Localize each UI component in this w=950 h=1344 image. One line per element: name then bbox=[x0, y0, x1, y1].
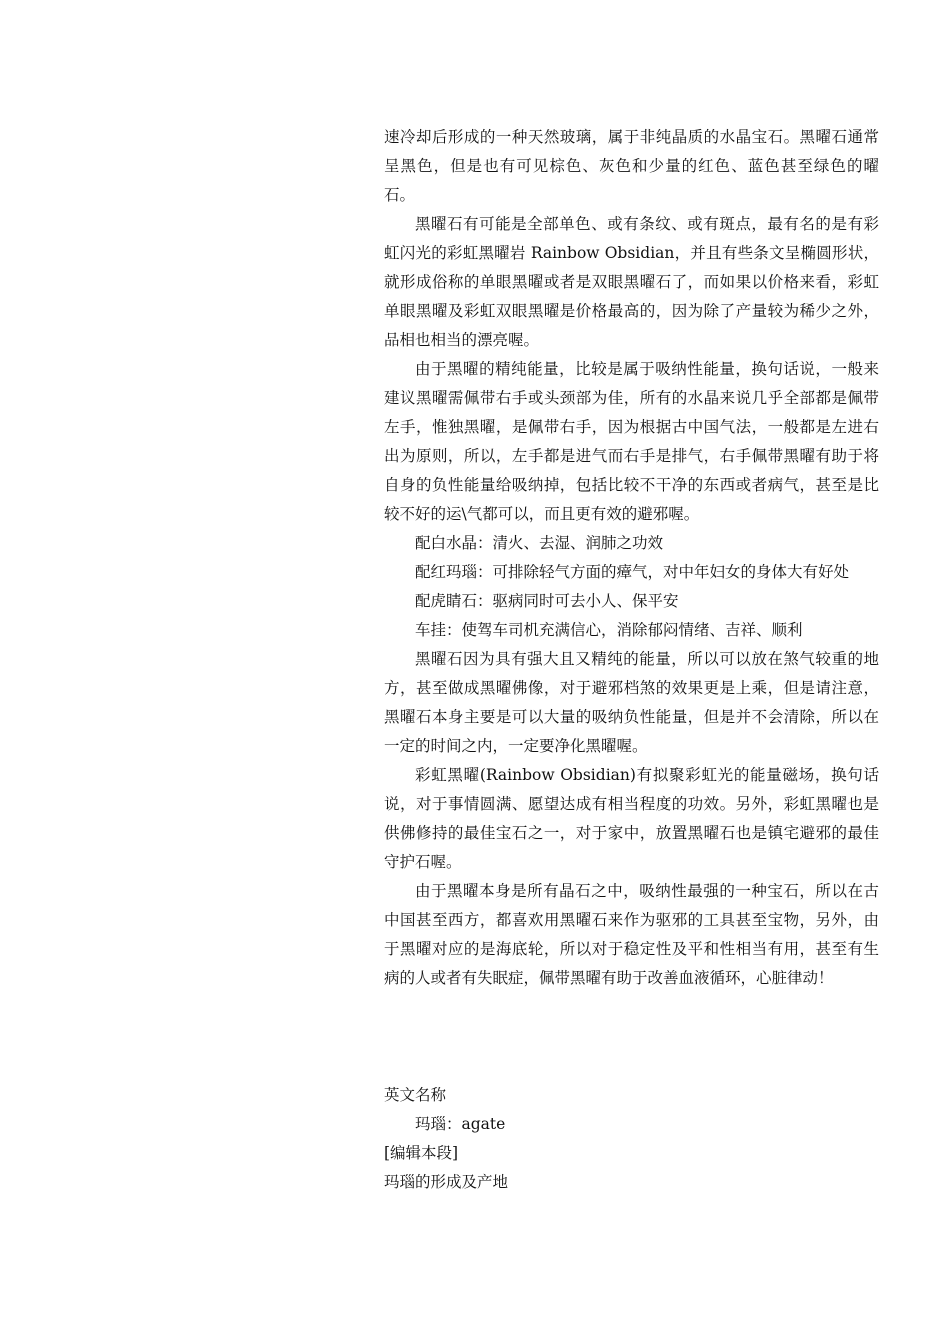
document-page bbox=[384, 123, 879, 1197]
pairing-tiger-eye: 配虎睛石：驱病同时可去小人、保平安 bbox=[415, 592, 679, 610]
section-heading-english-name: 英文名称 bbox=[384, 1086, 447, 1104]
paragraph-obsidian-intro: 速冷却后形成的一种天然玻璃，属于非纯晶质的水晶宝石。黑曜石通常呈黑色，但是也有可见棕色、灰色和少量的红色、蓝色甚至绿色的曜石。 bbox=[384, 128, 879, 204]
section-heading-agate-formation: 玛瑙的形成及产地 bbox=[384, 1173, 509, 1191]
paragraph-obsidian-absorption: 由于黑曜本身是所有晶石之中，吸纳性最强的一种宝石，所以在古中国甚至西方，都喜欢用黑曜石来作为驱邪的工具甚至宝物，另外，由于黑曜对应的是海底轮，所以对于稳定性及平和性相当有用，甚至有生病的人或者有失眠症，佩带黑曜有助于改善血液循环，心脏律动！ bbox=[384, 882, 879, 987]
pairing-white-crystal: 配白水晶：清火、去湿、润肺之功效 bbox=[415, 534, 664, 552]
pairing-car-hanging: 车挂：使驾车司机充满信心，消除郁闷情绪、吉祥、顺利 bbox=[415, 621, 803, 639]
paragraph-obsidian-energy: 由于黑曜的精纯能量，比较是属于吸纳性能量，换句话说，一般来建议黑曜需佩带右手或头颈部为佳，所有的水晶来说几乎全部都是佩带左手，惟独黑曜，是佩带右手，因为根据古中国气法，一般都是左进右出为原则，所以，左手都是进气而右手是排气，右手佩带黑曜有助于将自身的负性能量给吸纳掉，包括比较不干净的东西或者病气，甚至是比较不好的运\气都可以，而且更有效的避邪喔。 bbox=[384, 360, 879, 523]
paragraph-rainbow-obsidian: 彩虹黑曜(Rainbow Obsidian)有拟聚彩虹光的能量磁场，换句话说，对于事情圆满、愿望达成有相当程度的功效。另外，彩虹黑曜也是供佛修持的最佳宝石之一，对于家中，放置黑曜石也是镇宅避邪的最佳守护石喔。 bbox=[384, 766, 879, 871]
edit-section-link[interactable]: [编辑本段] bbox=[384, 1144, 459, 1162]
english-name-agate: 玛瑙：agate bbox=[415, 1115, 506, 1133]
section-gap bbox=[384, 993, 879, 1081]
pairing-red-agate: 配红玛瑙：可排除轻气方面的瘴气，对中年妇女的身体大有好处 bbox=[415, 563, 850, 581]
paragraph-obsidian-types: 黑曜石有可能是全部单色、或有条纹、或有斑点，最有名的是有彩虹闪光的彩虹黑曜岩 Rainbow Obsidian，并且有些条文呈椭圆形状，就形成俗称的单眼黑曜或者是双眼黑曜石了，而如果以价格来看，彩虹单眼黑曜及彩虹双眼黑曜是价格最高的，因为除了产量较为稀少之外，品相也相当的漂亮喔。 bbox=[384, 215, 879, 349]
edit-section-wrapper bbox=[384, 1139, 879, 1168]
paragraph-obsidian-placement: 黑曜石因为具有强大且又精纯的能量，所以可以放在煞气较重的地方，甚至做成黑曜佛像，对于避邪档煞的效果更是上乘，但是请注意，黑曜石本身主要是可以大量的吸纳负性能量，但是并不会清除，所以在一定的时间之内，一定要净化黑曜喔。 bbox=[384, 650, 879, 755]
